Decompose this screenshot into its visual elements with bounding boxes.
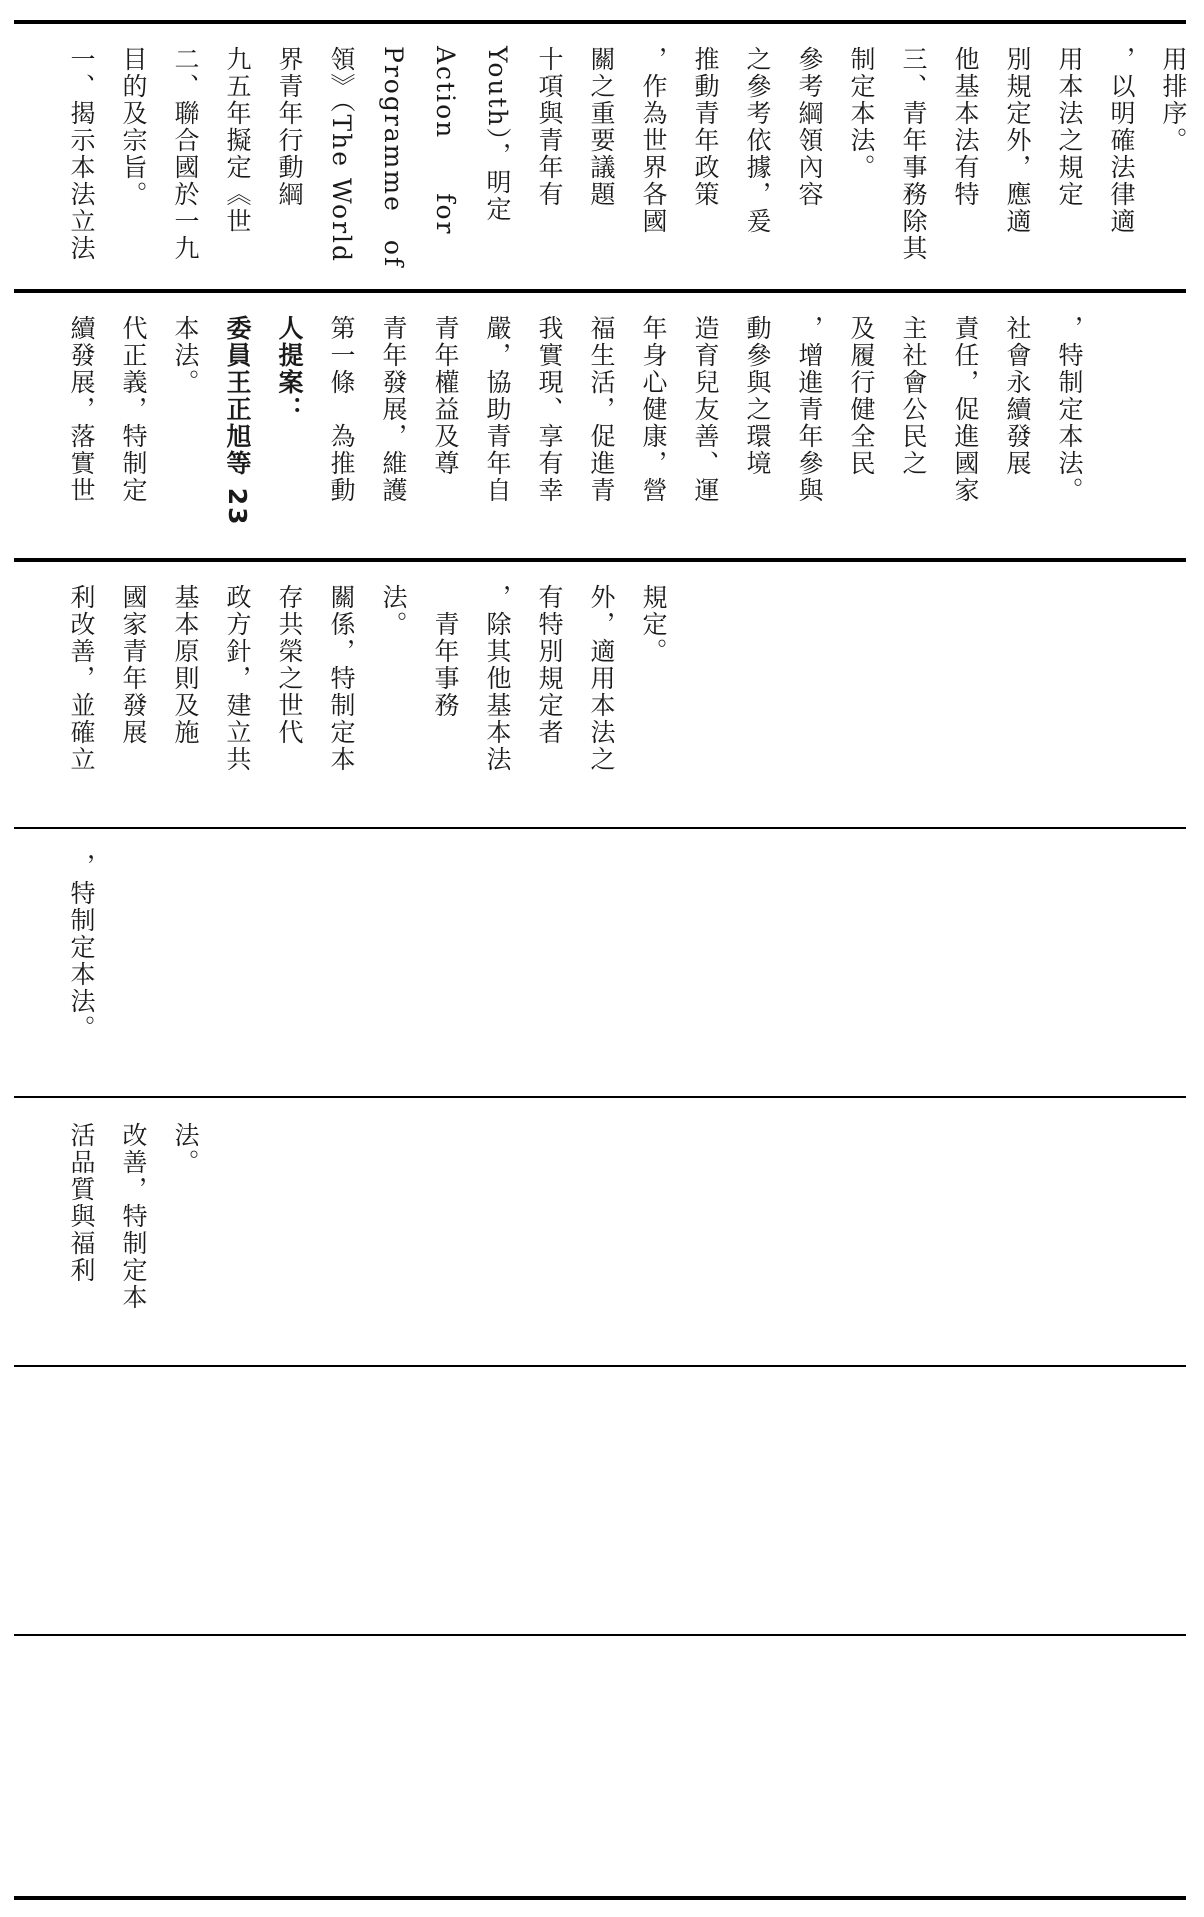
row-text-columns [42,46,1186,268]
text-column: 關係，特制定本 [327,584,356,773]
table-row [14,293,1186,555]
text-column: 基本原則及施 [171,584,200,746]
text-column: 十項與青年有 [535,46,564,208]
row-text-columns [42,315,1082,527]
text-column: 青年事務 [431,584,460,719]
table-row [14,562,1186,824]
text-column: 主社會公民之 [899,315,928,477]
text-column: 制定本法。 [847,46,876,181]
text-column: 本法。 [171,315,200,396]
text-column: 代正義，特制定 [119,315,148,504]
text-column: 目的及宗旨。 [119,46,148,208]
text-column: 政方針，建立共 [223,584,252,773]
row-divider [14,1365,1186,1367]
text-column: 造育兒友善、運 [691,315,720,504]
text-column: 委員王正旭等 23 [223,315,252,527]
row-divider [14,1634,1186,1636]
table-row [14,1369,1186,1631]
row-text-columns [42,584,666,773]
text-column: 及履行健全民 [847,315,876,477]
text-column: Action for [431,46,460,236]
text-column: ，除其他基本法 [483,584,512,773]
text-column: 二、聯合國於一九 [171,46,200,262]
text-column: 責任，促進國家 [951,315,980,504]
row-divider [14,827,1186,829]
text-column: 領》（The World [327,46,356,264]
text-column: Programme of [379,46,408,269]
text-column: 九五年擬定《世 [223,46,252,235]
row-text-columns [42,853,94,1042]
text-column: 關之重要議題 [587,46,616,208]
text-column: 法。 [171,1122,200,1176]
text-column: 三、青年事務除其 [899,46,928,262]
text-column: 福生活，促進青 [587,315,616,504]
text-column: 存共榮之世代 [275,584,304,746]
text-column: 改善，特制定本 [119,1122,148,1311]
text-column: 參考綱領內容 [795,46,824,208]
text-column: 界青年行動綱 [275,46,304,208]
text-column: 我實現、享有幸 [535,315,564,504]
text-column: Youth），明定 [483,46,512,224]
text-column: 年身心健康，營 [639,315,668,504]
table-row [14,1100,1186,1362]
text-column: 活品質與福利 [67,1122,96,1284]
text-column: 用排序。 [1159,46,1188,154]
text-column: 社會永續發展 [1003,315,1032,477]
text-column: 一、揭示本法立法 [67,46,96,262]
table-row [14,831,1186,1093]
text-column: 法。 [379,584,408,638]
text-column: 國家青年發展 [119,584,148,746]
text-column: ，特制定本法。 [67,853,96,1042]
text-column: 用本法之規定 [1055,46,1084,208]
text-column: ，特制定本法。 [1055,315,1084,504]
table-row [14,1638,1186,1900]
text-column: 第一條 為推動 [327,315,356,504]
text-column: 青年發展，維護 [379,315,408,504]
row-divider [14,1096,1186,1098]
row-text-columns [42,1122,198,1311]
text-column: 推動青年政策 [691,46,720,208]
text-column: 別規定外，應適 [1003,46,1032,235]
text-column: 續發展，落實世 [67,315,96,504]
text-column: 規定。 [639,584,668,665]
text-column: ，以明確法律適 [1107,46,1136,235]
text-column: 他基本法有特 [951,46,980,208]
text-column: 人提案： [275,315,304,423]
text-column: 青年權益及尊 [431,315,460,477]
text-column: ，作為世界各國 [639,46,668,235]
text-column: 之參考依據，爰 [743,46,772,235]
text-column: 外，適用本法之 [587,584,616,773]
text-column: ，增進青年參與 [795,315,824,504]
text-column: 有特別規定者 [535,584,564,746]
table-row [14,24,1186,286]
text-column: 動參與之環境 [743,315,772,477]
text-column: 利改善，並確立 [67,584,96,773]
text-column: 嚴，協助青年自 [483,315,512,504]
